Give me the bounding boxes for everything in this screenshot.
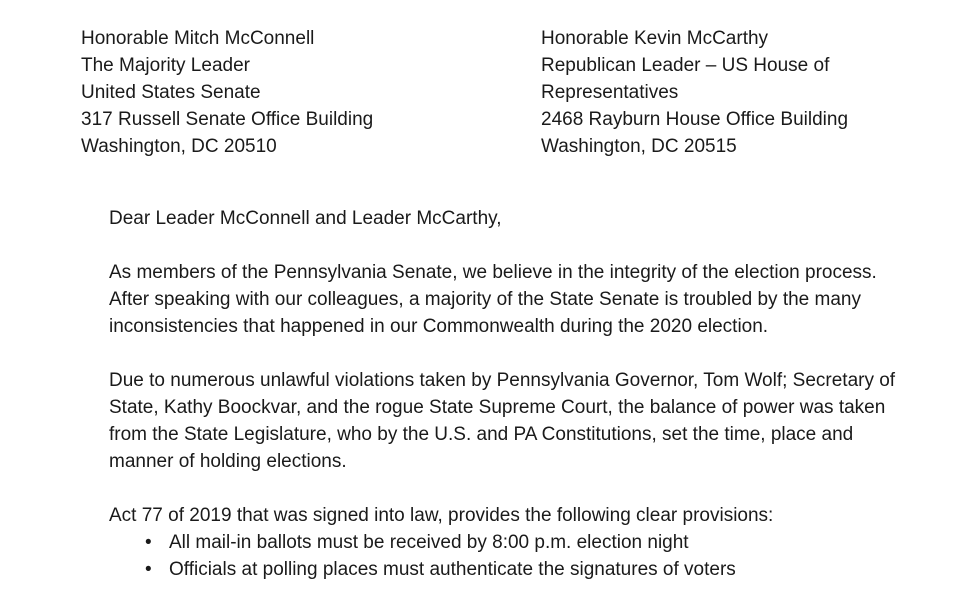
bullet-icon: •: [145, 532, 152, 553]
recipient-street: 2468 Rayburn House Office Building: [541, 109, 849, 130]
recipient-city: Washington, DC 20510: [81, 136, 277, 157]
list-item: [109, 529, 909, 556]
recipient-name: Honorable Mitch McConnell: [81, 28, 315, 49]
recipient-address-right: [541, 25, 901, 160]
paragraph-integrity: As members of the Pennsylvania Senate, we believe in the integrity of the election process. After speaking with our colleagues, a majority of the State Senate is troubled by the many inconsistencies that happened in our Commonwealth during the 2020 election.: [109, 262, 877, 337]
provision-text: Officials at polling places must authenticate the signatures of voters: [169, 559, 736, 580]
salutation: Dear Leader McConnell and Leader McCarthy,: [109, 208, 502, 229]
recipient-organization: United States Senate: [81, 82, 261, 103]
recipient-city: Washington, DC 20515: [541, 136, 737, 157]
provisions-list: [109, 529, 909, 583]
bullet-icon: •: [145, 559, 152, 580]
list-item: [109, 556, 909, 583]
provision-text: All mail-in ballots must be received by 8:00 p.m. election night: [169, 532, 689, 553]
recipient-name: Honorable Kevin McCarthy: [541, 28, 769, 49]
recipient-title: The Majority Leader: [81, 55, 250, 76]
recipient-street: 317 Russell Senate Office Building: [81, 109, 374, 130]
provisions-intro: Act 77 of 2019 that was signed into law, provides the following clear provisions:: [109, 505, 774, 526]
paragraph-violations: Due to numerous unlawful violations taken by Pennsylvania Governor, Tom Wolf; Secretary of State, Kathy Boockvar, and the rogue State Supreme Court, the balance of power was taken from the State Legislature, who by the U.S. and PA Constitutions, set the time, place and manner of holding elections.: [109, 370, 896, 472]
recipient-title: Republican Leader – US House of Representatives: [541, 55, 830, 103]
letter-body: [109, 205, 909, 583]
recipient-address-left: [81, 25, 373, 160]
